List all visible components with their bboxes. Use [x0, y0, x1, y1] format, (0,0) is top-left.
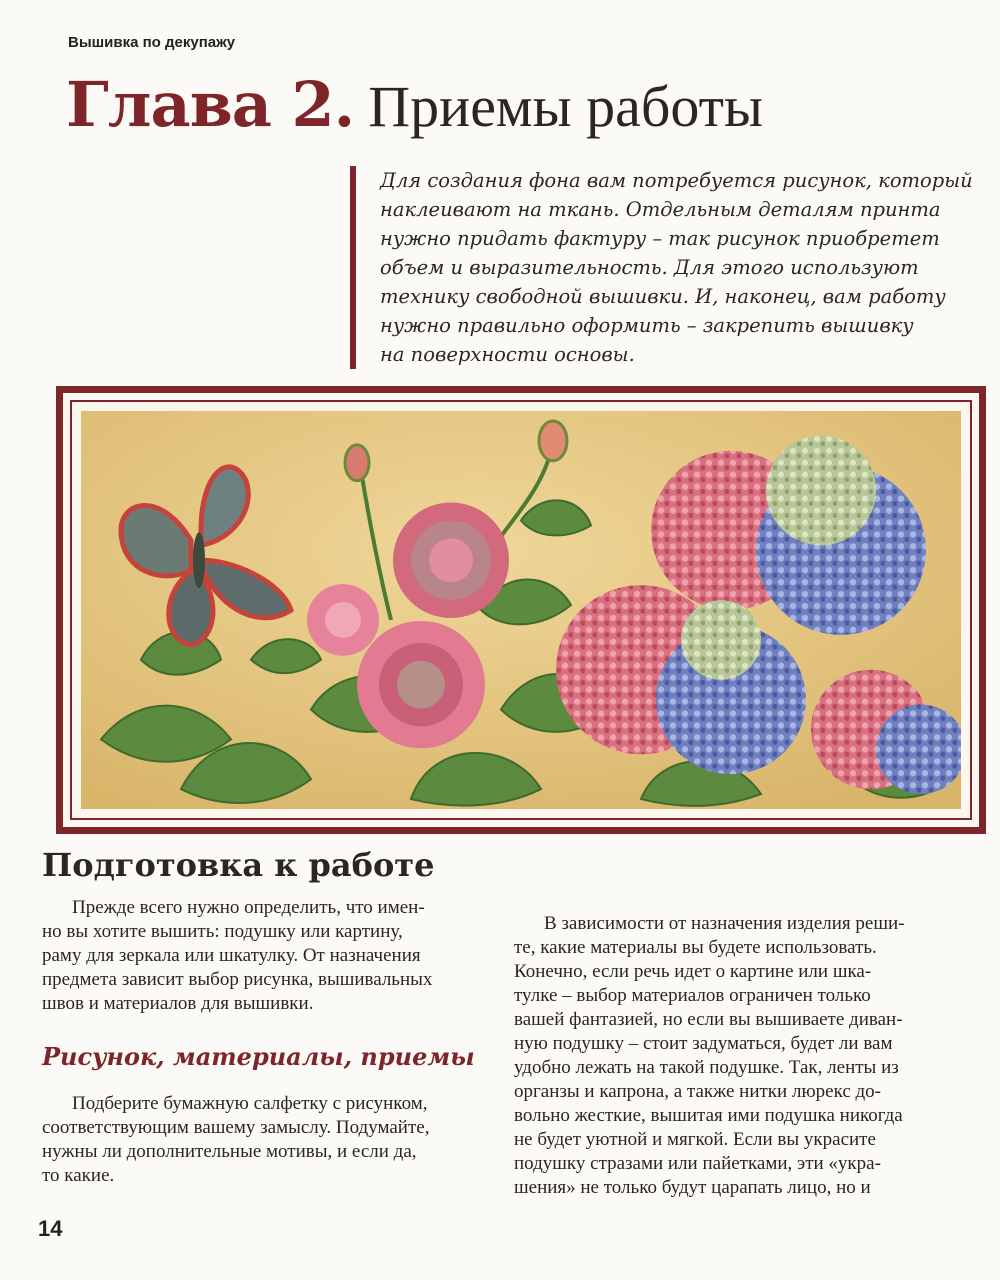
intro-line: объем и выразительность. Для этого используют	[380, 256, 919, 279]
paragraph-line: те, какие материалы вы будете использовать.	[514, 937, 877, 958]
section-title: Подготовка к работе	[42, 846, 435, 884]
intro-line: нужно правильно оформить – закрепить вышивку	[380, 314, 914, 337]
paragraph-line: швов и материалов для вышивки.	[42, 993, 314, 1014]
paragraph-line: вашей фантазией, но если вы вышиваете диван-	[514, 1009, 903, 1030]
intro-line: нужно придать фактуру – так рисунок приобретет	[380, 227, 940, 250]
chapter-name: Приемы работы	[368, 74, 763, 139]
paragraph-line: ную подушку – стоит задуматься, будет ли вам	[514, 1033, 893, 1054]
paragraph-line: тулке – выбор материалов ограничен только	[514, 985, 871, 1006]
paragraph-line: предмета зависит выбор рисунка, вышивальных	[42, 969, 433, 990]
paragraph-line: В зависимости от назначения изделия реши-	[544, 913, 905, 934]
paragraph-line: Подберите бумажную салфетку с рисунком,	[72, 1093, 428, 1114]
paragraph-line: не будет уютной и мягкой. Если вы украсите	[514, 1129, 876, 1150]
intro-line: Для создания фона вам потребуется рисунок, который	[380, 169, 973, 192]
paragraph-line: Конечно, если речь идет о картине или шка-	[514, 961, 872, 982]
right-column	[514, 912, 962, 1200]
paragraph-line: соответствующим вашему замыслу. Подумайте,	[42, 1117, 430, 1138]
intro-line: технику свободной вышивки. И, наконец, вам работу	[380, 285, 946, 308]
paragraph-line: подушку стразами или пайетками, эти «укра-	[514, 1153, 881, 1174]
paragraph-line: органзы и капрона, а также нитки люрекс до-	[514, 1081, 882, 1102]
running-head: Вышивка по декупажу	[68, 34, 236, 51]
paragraph-line: вольно жесткие, вышитая ими подушка никогда	[514, 1105, 903, 1126]
paragraph-line: но вы хотите вышить: подушку или картину,	[42, 921, 403, 942]
chapter-intro	[350, 166, 1000, 369]
paragraph-line: удобно лежать на такой подушке. Так, ленты из	[514, 1057, 899, 1078]
subsection-title: Рисунок, материалы, приемы	[42, 1042, 475, 1071]
intro-line: наклеивают на ткань. Отдельным деталям принта	[380, 198, 941, 221]
paragraph-line: шения» не только будут царапать лицо, но и	[514, 1177, 871, 1198]
paragraph-line: нужны ли дополнительные мотивы, и если да,	[42, 1141, 417, 1162]
paragraph-line: раму для зеркала или шкатулку. От назначения	[42, 945, 421, 966]
paragraph-line: то какие.	[42, 1165, 115, 1186]
embroidery-photo	[81, 411, 961, 809]
page-number: 14	[38, 1216, 63, 1241]
chapter-number: Глава 2.	[66, 68, 355, 141]
intro-line: на поверхности основы.	[380, 343, 635, 366]
left-column	[42, 896, 490, 1188]
embroidery-illustration	[81, 411, 961, 809]
chapter-title	[66, 68, 763, 141]
paragraph-line: Прежде всего нужно определить, что имен-	[72, 897, 425, 918]
embroidery-photo-frame	[56, 386, 986, 834]
